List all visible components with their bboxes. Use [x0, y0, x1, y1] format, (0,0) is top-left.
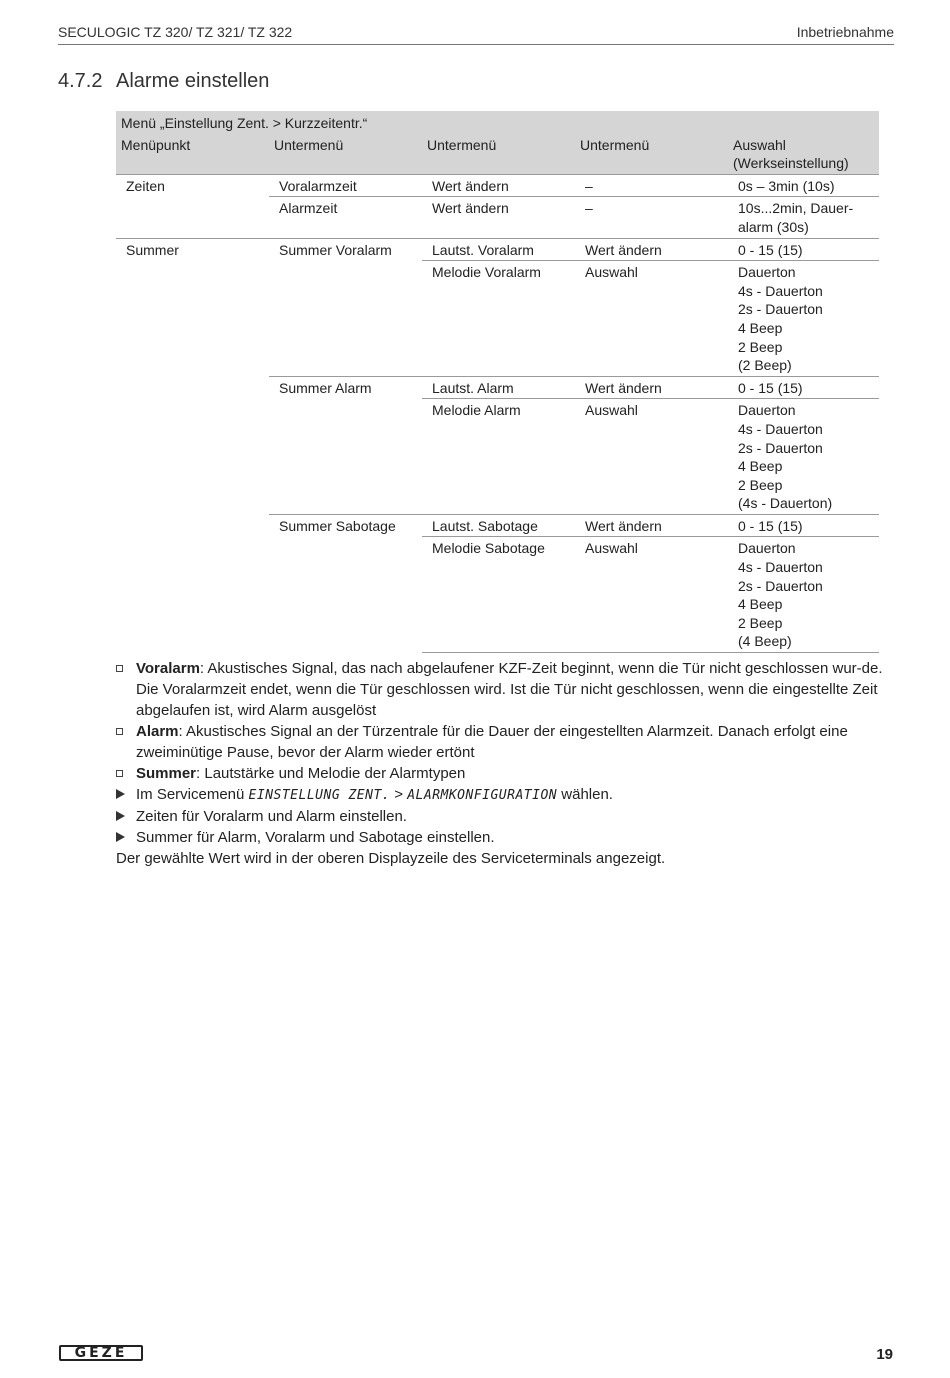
cell: Melodie Alarm [422, 399, 575, 515]
page-number: 19 [876, 1346, 893, 1363]
cell-line: (4s - Dauerton) [738, 495, 833, 512]
table-row [116, 174, 879, 197]
table-row [116, 238, 879, 261]
cell-line: Dauerton [738, 540, 796, 557]
cell-line: 4s - Dauerton [738, 420, 823, 437]
cell-line: (4 Beep) [738, 633, 792, 650]
triangle-arrow-icon [116, 827, 130, 850]
cell: Summer Voralarm [269, 238, 422, 376]
menu-path-alarmkonfiguration: ALARMKONFIGURATION [407, 788, 558, 803]
cell: Alarmzeit [269, 197, 422, 238]
cell: 0 - 15 (15) [728, 514, 879, 537]
cell: Wert ändern [575, 238, 728, 261]
term-text: : Lautstärke und Melodie der Alarmtypen [196, 765, 466, 782]
cell-line: Dauerton [738, 264, 796, 281]
settings-table [116, 111, 879, 653]
table-caption: Menü „Einstellung Zent. > Kurzzeitentr.“ [116, 111, 879, 134]
header-cell: Menüpunkt [116, 134, 269, 175]
header-cell: Auswahl (Werkseinstellung) [728, 134, 879, 175]
cell-line: 4 Beep [738, 319, 783, 336]
cell [728, 261, 879, 377]
header-cell: Untermenü [269, 134, 422, 175]
cell: 0 - 15 (15) [728, 238, 879, 261]
cell: Lautst. Voralarm [422, 238, 575, 261]
step-text: Summer für Alarm, Voralarm und Sabotage einstellen. [136, 829, 495, 846]
cell: Lautst. Sabotage [422, 514, 575, 537]
square-bullet-icon [116, 721, 130, 743]
cell: Summer Alarm [269, 376, 422, 514]
cell-line: 2s - Dauerton [738, 577, 823, 594]
menu-path-einstellung: EINSTELLUNG ZENT. [248, 788, 391, 803]
triangle-arrow-icon [116, 784, 130, 807]
cell-line: 2 Beep [738, 476, 783, 493]
cell: Summer Sabotage [269, 514, 422, 652]
cell-line: 2s - Dauerton [738, 439, 823, 456]
cell: – [575, 197, 728, 238]
cell-line: 2s - Dauerton [738, 301, 823, 318]
page-header [58, 24, 894, 45]
section-title: Alarme einstellen [116, 70, 270, 92]
table-header-row [116, 134, 879, 175]
term: Voralarm [136, 660, 200, 677]
step-text: wählen. [557, 786, 613, 803]
cell: 0s – 3min (10s) [728, 174, 879, 197]
triangle-arrow-icon [116, 806, 130, 829]
step-item [116, 806, 896, 827]
cell: Wert ändern [422, 197, 575, 238]
cell: Melodie Voralarm [422, 261, 575, 377]
term-text: : Akustisches Signal an der Türzentrale für die Dauer der eingestellten Alarmzeit. Danach erfolgt eine zweiminütige Pause, bevor der Alarm wieder ertönt [136, 723, 848, 761]
cell: Lautst. Alarm [422, 376, 575, 399]
cell: Auswahl [575, 399, 728, 515]
list-item [116, 763, 896, 784]
term: Alarm [136, 723, 179, 740]
header-product: SECULOGIC TZ 320/ TZ 321/ TZ 322 [58, 24, 293, 40]
cell-line: 10s...2min, Dauer- [738, 200, 854, 217]
note-text: Der gewählte Wert wird in der oberen Displayzeile des Serviceterminals angezeigt. [116, 850, 666, 867]
header-cell: Untermenü [422, 134, 575, 175]
cell: Wert ändern [575, 376, 728, 399]
cell [728, 399, 879, 515]
cell: Wert ändern [575, 514, 728, 537]
cell: 0 - 15 (15) [728, 376, 879, 399]
cell-line: (2 Beep) [738, 357, 792, 374]
cell: Voralarmzeit [269, 174, 422, 197]
step-item [116, 827, 896, 848]
cell-line: 4s - Dauerton [738, 559, 823, 576]
row-group-summer: Summer [116, 238, 269, 652]
cell-line: Dauerton [738, 402, 796, 419]
cell-line: 4 Beep [738, 458, 783, 475]
term: Summer [136, 765, 197, 782]
header-cell: Untermenü [575, 134, 728, 175]
geze-logo: GEZE [59, 1345, 143, 1361]
cell-line: 2 Beep [738, 614, 783, 631]
section-number: 4.7.2 [58, 70, 103, 92]
square-bullet-icon [116, 658, 130, 680]
table-caption-row [116, 111, 879, 134]
list-item [116, 658, 896, 721]
step-text: Zeiten für Voralarm und Alarm einstellen. [136, 808, 407, 825]
cell-line: 4s - Dauerton [738, 282, 823, 299]
list-item [116, 721, 896, 763]
square-bullet-icon [116, 763, 130, 785]
description-body [116, 658, 896, 869]
section-heading [58, 70, 269, 93]
step-text: Im Servicemenü [136, 786, 249, 803]
cell: – [575, 174, 728, 197]
cell-line: alarm (30s) [738, 218, 809, 235]
row-group-zeiten: Zeiten [116, 174, 269, 238]
header-chapter: Inbetriebnahme [796, 24, 894, 40]
step-item [116, 784, 896, 806]
step-text: > [390, 786, 408, 803]
cell [728, 197, 879, 238]
cell-line: 4 Beep [738, 596, 783, 613]
cell: Melodie Sabotage [422, 537, 575, 653]
term-text: : Akustisches Signal, das nach abgelaufener KZF-Zeit beginnt, wenn die Tür nicht geschlossen wur-de. Die Voralarmzeit endet, wenn die Tür geschlossen wird. Ist die Tür nicht geschlossen, wenn die eingestellte Zeit abgelaufen ist, wird Alarm ausgelöst [136, 660, 883, 719]
cell: Wert ändern [422, 174, 575, 197]
cell [728, 537, 879, 653]
cell-line: 2 Beep [738, 338, 783, 355]
cell: Auswahl [575, 261, 728, 377]
cell: Auswahl [575, 537, 728, 653]
